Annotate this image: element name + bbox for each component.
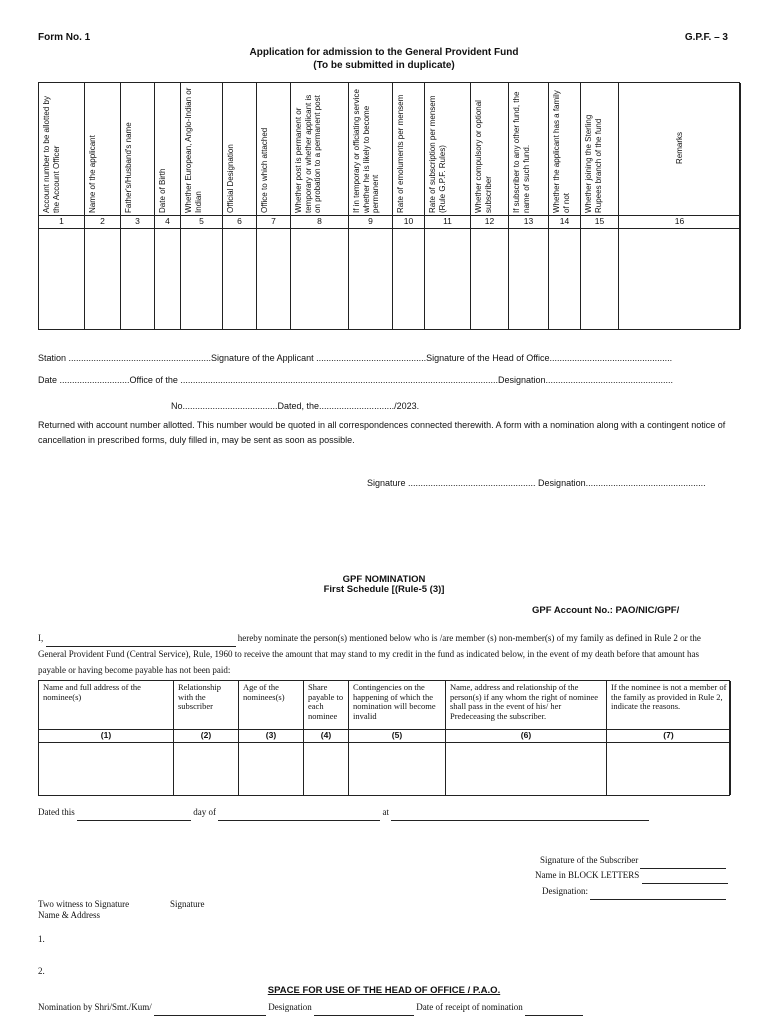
dated-this-label: Dated this (38, 807, 75, 817)
application-column-label: Remarks (674, 132, 684, 165)
application-column-label: Name of the applicant (87, 135, 97, 213)
nomination-input-cell[interactable] (239, 743, 303, 795)
dated-day-field[interactable] (77, 804, 191, 821)
page-subtitle: (To be submitted in duplicate) (313, 60, 455, 71)
application-input-cell[interactable] (471, 229, 508, 329)
gpf-account-number: GPF Account No.: PAO/NIC/GPF/ (532, 605, 680, 616)
application-column-header (39, 83, 84, 215)
designation-label: Designation: (542, 886, 588, 896)
block-letters-label: Name in BLOCK LETTERS (535, 870, 640, 880)
application-column-label: Rate of subscription per mensem (Rule G.P.F. Rules) (427, 95, 446, 213)
application-input-cell[interactable] (223, 229, 256, 329)
application-column-number: 15 (594, 216, 605, 226)
nomination-title: GPF NOMINATION (342, 574, 426, 585)
nomination-column-number: (3) (265, 730, 277, 740)
application-column-number: 6 (237, 216, 242, 226)
date-receipt-field[interactable] (525, 999, 583, 1016)
date-receipt-label: Date of receipt of nomination (416, 1002, 523, 1012)
application-column-2 (85, 83, 121, 329)
application-column-number: 9 (368, 216, 373, 226)
subscriber-signature-label: Signature of the Subscriber (540, 855, 639, 865)
application-input-cell[interactable] (549, 229, 580, 329)
application-column-number: 13 (523, 216, 534, 226)
nomination-paragraph-rest: hereby nominate the person(s) mentioned below who is /are member (s) non-member(s) of my family as defined in Rule 2 or the (237, 633, 701, 643)
station-signature-line: Station .........................................................Signature of the Applicant ............................................Signature of the Head of Office................................................. (38, 353, 673, 363)
application-column-3 (121, 83, 155, 329)
application-column-label: Office to which attached (259, 127, 269, 213)
application-column-label: Official Designation (225, 144, 235, 213)
nomination-input-cell[interactable] (174, 743, 238, 795)
application-column-header (393, 83, 424, 215)
nomination-column-number: (1) (100, 730, 112, 740)
nomination-column-6 (446, 681, 607, 795)
designation2-field[interactable] (314, 999, 414, 1016)
application-column-number: 3 (135, 216, 140, 226)
day-of-label: day of (193, 807, 216, 817)
application-column-header (619, 83, 740, 215)
witness-name-address: Name & Address (38, 910, 100, 920)
table-rule (39, 215, 739, 216)
nomination-column-label: Name and full address of the nominee(s) (43, 682, 141, 702)
nomination-paragraph-line1 (38, 630, 701, 647)
page-title: Application for admission to the General Provident Fund (249, 47, 519, 58)
nomination-column-1 (39, 681, 174, 795)
application-column-header (291, 83, 348, 215)
application-column-1 (39, 83, 85, 329)
nomination-by-label: Nomination by Shri/Smt./Kum/ (38, 1002, 152, 1012)
application-column-header (581, 83, 618, 215)
application-column-header (155, 83, 180, 215)
application-column-number: 8 (317, 216, 322, 226)
application-column-16 (619, 83, 741, 329)
form-code: G.P.F. – 3 (684, 32, 728, 43)
designation-field[interactable] (590, 883, 726, 900)
application-column-number: 16 (674, 216, 685, 226)
application-column-number: 7 (271, 216, 276, 226)
application-column-label: Account number to be allotted by the Account Officer (41, 96, 60, 213)
table-rule (39, 729, 729, 730)
application-column-label: Whether compulsory or optional subscriber (473, 100, 492, 213)
application-column-label: If in temporary or officiating service whether he is likely to become permanent (351, 89, 380, 213)
dated-month-field[interactable] (218, 804, 380, 821)
application-column-14 (549, 83, 581, 329)
application-column-label: Father's/Husband's name (123, 122, 133, 213)
nomination-column-4 (304, 681, 349, 795)
application-column-15 (581, 83, 619, 329)
application-column-10 (393, 83, 425, 329)
at-label: at (382, 807, 389, 817)
nomination-column-3 (239, 681, 304, 795)
i-label: I, (38, 633, 44, 643)
date-office-line: Date ............................Office of the ...............................................................................................................................Designation................................................... (38, 375, 674, 385)
office-use-title: SPACE FOR USE OF THE HEAD OF OFFICE / P.A.O. (267, 985, 501, 996)
dated-place-field[interactable] (391, 804, 649, 821)
application-input-cell[interactable] (425, 229, 470, 329)
application-column-12 (471, 83, 509, 329)
application-column-11 (425, 83, 471, 329)
signature-designation-line: Signature ................................................... Designation................................................ (367, 478, 706, 488)
application-column-5 (181, 83, 223, 329)
application-column-label: Whether European, Anglo-Indian or Indian (183, 87, 202, 213)
nomination-column-number: (6) (520, 730, 532, 740)
application-column-number: 14 (559, 216, 570, 226)
application-input-cell[interactable] (393, 229, 424, 329)
application-input-cell[interactable] (39, 229, 84, 329)
application-column-header (425, 83, 470, 215)
application-input-cell[interactable] (257, 229, 290, 329)
application-column-label: Whether joining the Sterling Rupees branch of the fund (583, 114, 602, 213)
dated-line (38, 804, 649, 821)
application-column-label: If subscriber to any other fund, the name of such fund. (511, 91, 530, 213)
application-column-6 (223, 83, 257, 329)
nomination-column-label: If the nominee is not a member of the family as provided in Rule 2, indicate the reasons. (611, 682, 727, 711)
application-column-9 (349, 83, 393, 329)
application-column-number: 5 (199, 216, 204, 226)
nomination-table (38, 680, 730, 796)
application-column-label: Date of Birth (157, 168, 167, 213)
table-rule (39, 228, 739, 229)
application-input-cell[interactable] (619, 229, 740, 329)
table-rule (39, 742, 729, 743)
application-column-number: 11 (443, 216, 452, 226)
nomination-input-cell[interactable] (304, 743, 348, 795)
nomination-input-cell[interactable] (446, 743, 606, 795)
application-column-header (257, 83, 290, 215)
nomination-column-label: Age of the nominees(s) (243, 682, 285, 702)
nomination-column-number: (2) (200, 730, 212, 740)
nomination-by-line (38, 999, 583, 1016)
application-input-cell[interactable] (85, 229, 120, 329)
witness-label: Two witness to Signature (38, 899, 130, 909)
nomination-input-cell[interactable] (607, 743, 730, 795)
application-input-cell[interactable] (349, 229, 392, 329)
subscriber-name-field[interactable] (46, 630, 236, 647)
application-column-header (121, 83, 154, 215)
application-column-header (549, 83, 580, 215)
application-column-4 (155, 83, 181, 329)
application-input-cell[interactable] (509, 229, 548, 329)
nomination-column-number: (4) (320, 730, 332, 740)
nomination-column-2 (174, 681, 239, 795)
designation-line (542, 883, 726, 900)
nomination-column-5 (349, 681, 446, 795)
application-column-number: 10 (403, 216, 414, 226)
nomination-column-label: Relationship with the subscriber (178, 682, 221, 711)
nomination-paragraph-line2: General Provident Fund (Central Service), Rule, 1960 to receive the amount that may stand to my credit in the fund as indicated below, in the event of my death before that amount has (38, 649, 699, 659)
nomination-input-cell[interactable] (39, 743, 173, 795)
application-input-cell[interactable] (121, 229, 154, 329)
nomination-paragraph-line3: payable or having become payable has not been paid: (38, 665, 231, 675)
returned-note: Returned with account number allotted. This number would be quoted in all correspondences connected therewith. A form with a nomination along with a contingent notice of cancellation in prescribed forms, duly filled in, may be sent as soon as possible. (38, 420, 726, 445)
nomination-column-7 (607, 681, 731, 795)
application-column-number: 4 (165, 216, 170, 226)
nomination-column-label: Name, address and relationship of the person(s) if any whom the right of nominee shall pass in the event of his/ her Predeceasing the subscriber. (450, 682, 599, 721)
application-column-number: 2 (100, 216, 105, 226)
application-column-number: 1 (59, 216, 64, 226)
application-column-header (349, 83, 392, 215)
number-dated-line: No......................................Dated, the............................../2023. (171, 401, 420, 411)
application-column-7 (257, 83, 291, 329)
nomination-column-number: (7) (663, 730, 674, 740)
application-column-header (471, 83, 508, 215)
nomination-column-label: Share payable to each nominee (308, 682, 344, 721)
application-input-cell[interactable] (181, 229, 222, 329)
block-letters-line (535, 867, 728, 884)
witness-two: 2. (38, 966, 45, 976)
application-column-header (509, 83, 548, 215)
application-column-header (85, 83, 120, 215)
application-input-cell[interactable] (155, 229, 180, 329)
application-column-header (223, 83, 256, 215)
application-column-header (181, 83, 222, 215)
application-column-label: Whether post is permanent or temporary or whether applicant is on probation to a permanent post (293, 94, 322, 213)
form-number: Form No. 1 (38, 32, 91, 43)
application-column-8 (291, 83, 349, 329)
application-column-label: Rate of emoluments per mensem (395, 94, 405, 213)
application-input-cell[interactable] (581, 229, 618, 329)
nomination-by-field[interactable] (154, 999, 266, 1016)
application-column-number: 12 (484, 216, 495, 226)
application-input-cell[interactable] (291, 229, 348, 329)
block-letters-field[interactable] (642, 867, 728, 884)
witness-signature-label: Signature (170, 899, 205, 909)
application-table (38, 82, 740, 330)
nomination-column-label: Contingencies on the happening of which the nomination will become invalid (353, 682, 436, 721)
witness-one: 1. (38, 934, 45, 944)
nomination-column-number: (5) (391, 730, 403, 740)
application-column-13 (509, 83, 549, 329)
designation2-label: Designation (268, 1002, 312, 1012)
nomination-input-cell[interactable] (349, 743, 445, 795)
nomination-schedule: First Schedule [(Rule-5 (3)] (323, 584, 445, 595)
application-column-label: Whether the applicant has a family of not (551, 90, 570, 213)
